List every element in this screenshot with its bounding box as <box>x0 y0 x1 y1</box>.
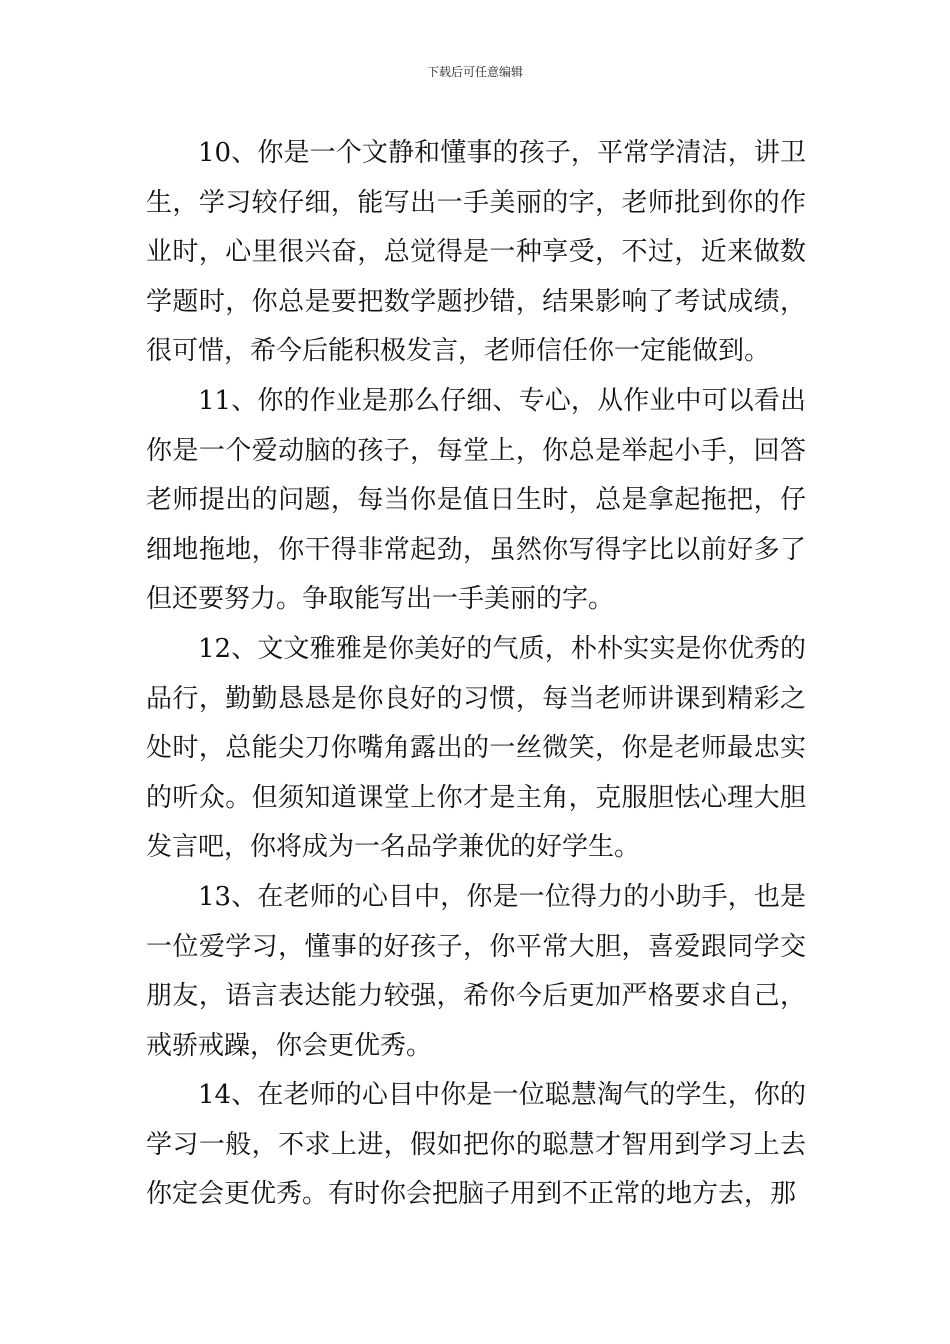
paragraph-13: 13、在老师的心目中，你是一位得力的小助手，也是一位爱学习，懂事的好孩子，你平常大胆，喜爱跟同学交朋友，语言表达能力较强，希你今后更加严格要求自己，戒骄戒躁，你会更优秀。 <box>146 881 806 1061</box>
paragraph-11: 11、你的作业是那么仔细、专心，从作业中可以看出你是一个爱动脑的孩子，每堂上，你总是举起小手，回答老师提出的问题，每当你是值日生时，总是拿起拖把，仔细地拖地，你干得非常起劲，虽然你写得字比以前好多了但还要努力。争取能写出一手美丽的字。 <box>146 385 806 615</box>
paragraph-10: 10、你是一个文静和懂事的孩子，平常学清洁，讲卫生，学习较仔细，能写出一手美丽的字，老师批到你的作业时，心里很兴奋，总觉得是一种享受，不过，近来做数学题时，你总是要把数学题抄错，结果影响了考试成绩，很可惜，希今后能积极发言，老师信任你一定能做到。 <box>146 138 806 367</box>
page-header: 下载后可任意编辑 <box>426 65 523 79</box>
paragraph-12: 12、文文雅雅是你美好的气质，朴朴实实是你优秀的品行，勤勤恳恳是你良好的习惯，每当老师讲课到精彩之处时，总能尖刀你嘴角露出的一丝微笑，你是老师最忠实的听众。但须知道课堂上你才是主角，克服胆怯心理大胆发言吧，你将成为一名品学兼优的好学生。 <box>146 633 806 863</box>
paragraph-14: 14、在老师的心目中你是一位聪慧淘气的学生，你的学习一般，不求上进，假如把你的聪慧才智用到学习上去你定会更优秀。有时你会把脑子用到不正常的地方去，那 <box>146 1080 806 1210</box>
document-body <box>146 129 806 1220</box>
